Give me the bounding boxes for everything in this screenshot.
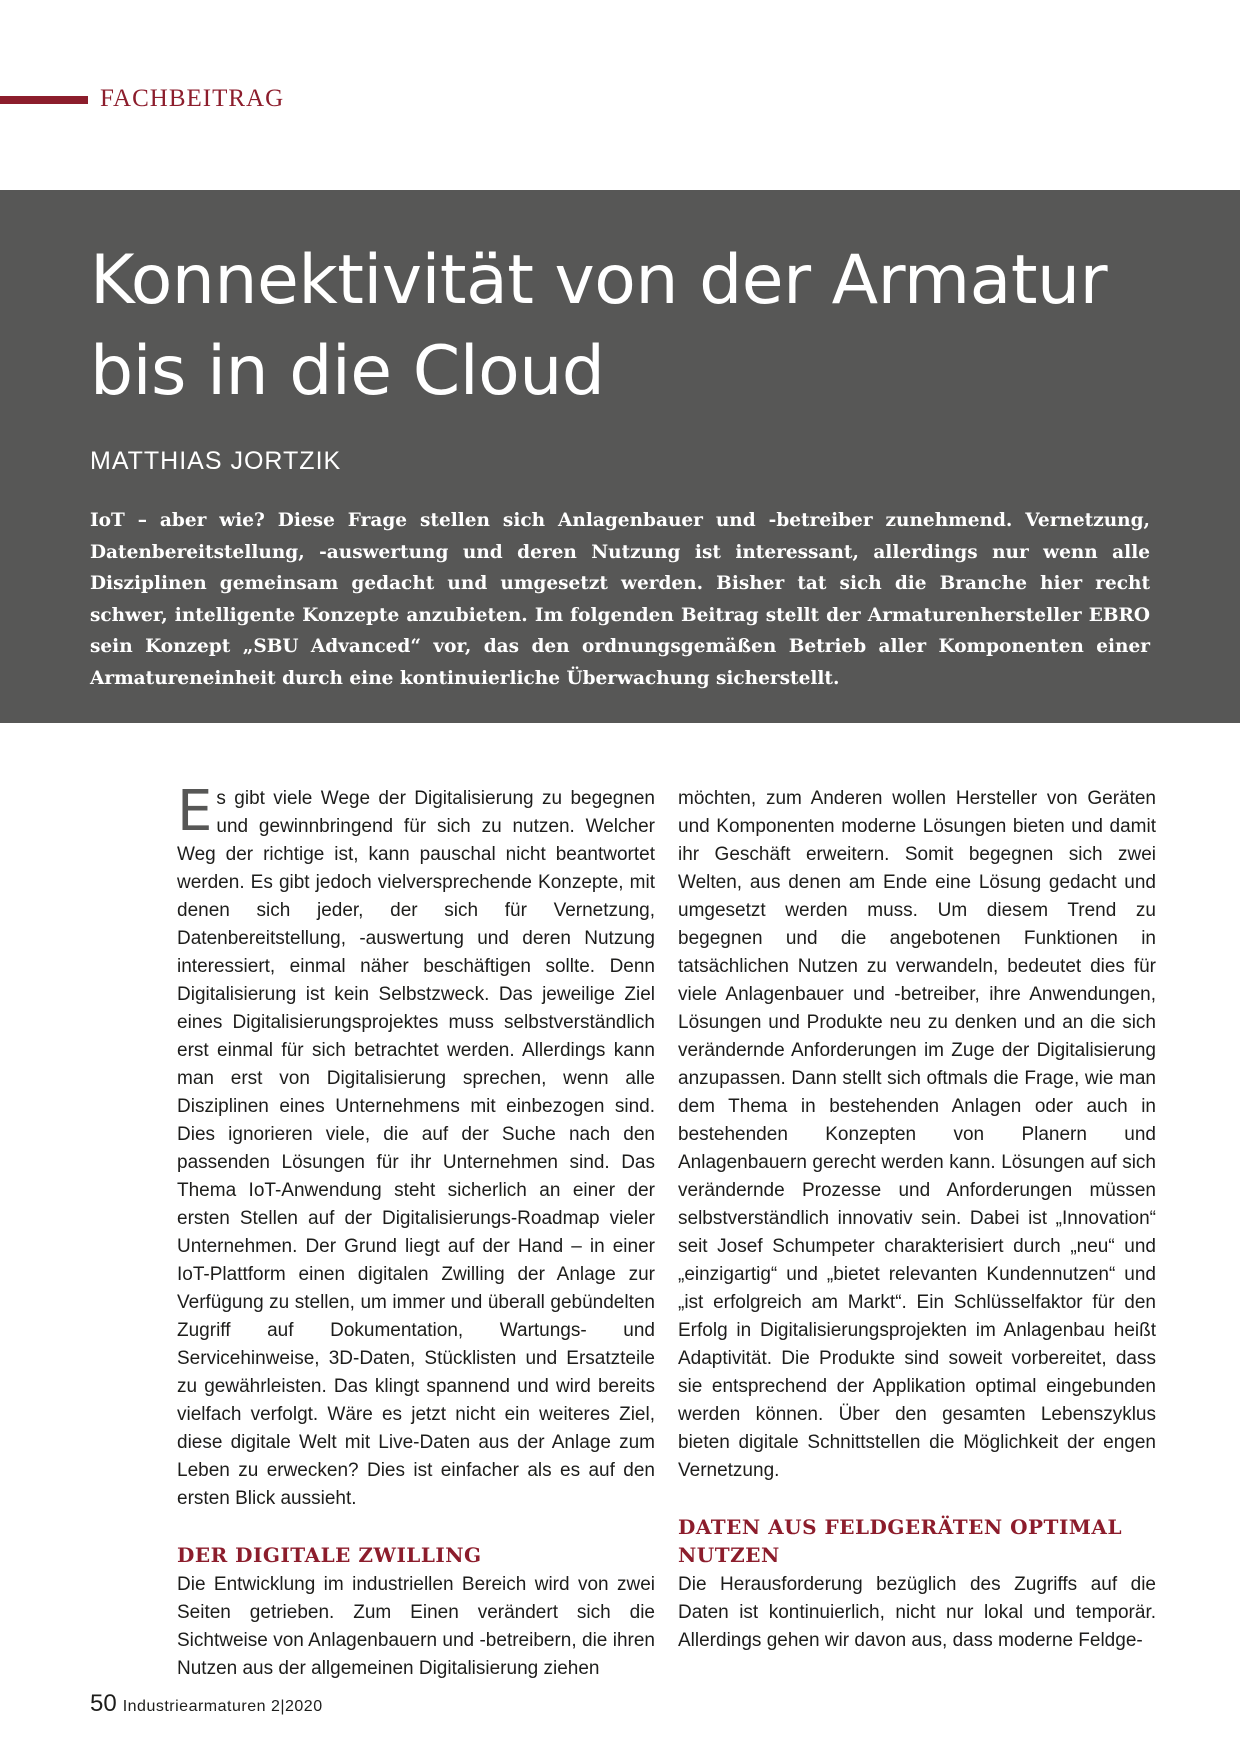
intro-text: s gibt viele Wege der Digitalisierung zu begegnen und gewinnbringend für sich zu nutzen. Welcher Weg der richtige ist, kann pauschal nicht beantwortet werden. Es gibt jedoch vielversprechende Konzepte, mit denen sich jeder, der sich für Vernetzung, Datenbereitstellung, -auswertung und deren Nutzung interessiert, einmal näher beschäftigen sollte. Denn Digitalisierung ist kein Selbstzweck. Das jeweilige Ziel eines Digitalisierungsprojektes muss selbstverständlich erst einmal für sich betrachtet werden. Allerdings kann man erst von Digitalisierung sprechen, wenn alle Disziplinen eines Unternehmens mit einbezogen sind. Dies ignorieren viele, die auf der Suche nach den passenden Lösungen für ihr Unternehmen sind. Das Thema IoT-Anwendung steht sicherlich an einer der ersten Stellen auf der Digitalisierungs-Roadmap vieler Unternehmen. Der Grund liegt auf der Hand – in einer IoT-Plattform einen digitalen Zwilling der Anlage zur Verfügung zu stellen, um immer und überall gebündelten Zugriff auf Dokumentation, Wartungs- und Servicehinweise, 3D-Daten, Stücklisten und Ersatzteile zu gewährleisten. Das klingt spannend und wird bereits vielfach verfolgt. Wäre es jetzt nicht ein weiteres Ziel, diese digitale Welt mit Live-Daten aus der Anlage zum Leben zu erwecken? Dies ist einfacher als es auf den ersten Blick aussieht. — [177, 788, 655, 1509]
section-heading-field-data: DATEN AUS FELDGERÄTEN OPTIMAL NUTZEN — [678, 1515, 1123, 1567]
section-accent-bar — [0, 96, 88, 104]
intro-paragraph — [177, 779, 655, 1513]
section-label: FACHBEITRAG — [100, 85, 285, 112]
article-author: MATTHIAS JORTZIK — [90, 447, 342, 475]
page-number: 50 — [90, 1690, 117, 1717]
article-title-line-1: Konnektivität von der Armatur — [90, 241, 1108, 320]
dropcap: E — [177, 779, 213, 844]
journal-name: Industriearmaturen 2|2020 — [122, 1698, 323, 1715]
body-paragraph: möchten, zum Anderen wollen Hersteller von Geräten und Komponenten moderne Lösungen bieten und damit ihr Geschäft erweitern. Somit begegnen sich zwei Welten, aus denen am Ende eine Lösung gedacht und umgesetzt werden muss. Um diesem Trend zu begegnen und die angebotenen Funktionen in tatsächlichen Nutzen zu verwandeln, bedeutet dies für viele Anlagenbauer und -betreiber, ihre Anwendungen, Lösungen und Produkte neu zu denken und an die sich verändernde Anforderungen im Zuge der Digitalisierung anzupassen. Dann stellt sich oftmals die Frage, wie man dem Thema in bestehenden Anlagen oder auch in bestehenden Konzepten von Planern und Anlagenbauern gerecht werden kann. Lösungen auf sich verändernde Prozesse und Anforderungen müssen selbstverständlich innovativ sein. Dabei ist „Innovation“ seit Josef Schumpeter charakterisiert durch „neu“ und „einzigartig“ und „bietet relevanten Kundennutzen“ und „ist erfolgreich am Markt“. Ein Schlüsselfaktor für den Erfolg in Digitalisierungsprojekten im Anlagenbau heißt Adaptivität. Die Produkte sind soweit vorbereitet, dass sie entsprechend der Applikation optimal eingebunden werden können. Über den gesamten Lebenszyklus bieten digitale Schnittstellen die Möglichkeit der engen Vernetzung. — [678, 788, 1156, 1481]
article-title — [90, 235, 1150, 417]
page-footer — [90, 1690, 323, 1718]
section-heading-digital-twin: DER DIGITALE ZWILLING — [177, 1543, 482, 1567]
article-title-line-2: bis in die Cloud — [90, 332, 605, 411]
article-lead: IoT – aber wie? Diese Frage stellen sich Anlagenbauer und -betreiber zunehmend. Vernetzung, Datenbereitstellung, -auswertung und deren Nutzung ist interessant, allerdings nur wenn alle Disziplinen gemeinsam gedacht und umgesetzt werden. Bisher tat sich die Branche hier recht schwer, intelligente Konzepte anzubieten. Im folgenden Beitrag stellt der Armaturenhersteller EBRO sein Konzept „SBU Advanced“ vor, das den ordnungsgemäßen Betrieb aller Komponenten einer Armatureneinheit durch eine kontinuierliche Überwachung sicherstellt. — [90, 510, 1150, 689]
body-paragraph: Die Herausforderung bezüglich des Zugriffs auf die Daten ist kontinuierlich, nicht nur lokal und temporär. Allerdings gehen wir davon aus, dass moderne Feldge- — [678, 1574, 1156, 1651]
body-column-right — [678, 785, 1156, 1655]
body-paragraph: Die Entwicklung im industriellen Bereich wird von zwei Seiten getrieben. Zum Einen verändert sich die Sichtweise von Anlagenbauern und -betreibern, die ihren Nutzen aus der allgemeinen Digitalisierung ziehen — [177, 1574, 655, 1679]
body-column-left — [177, 779, 655, 1683]
